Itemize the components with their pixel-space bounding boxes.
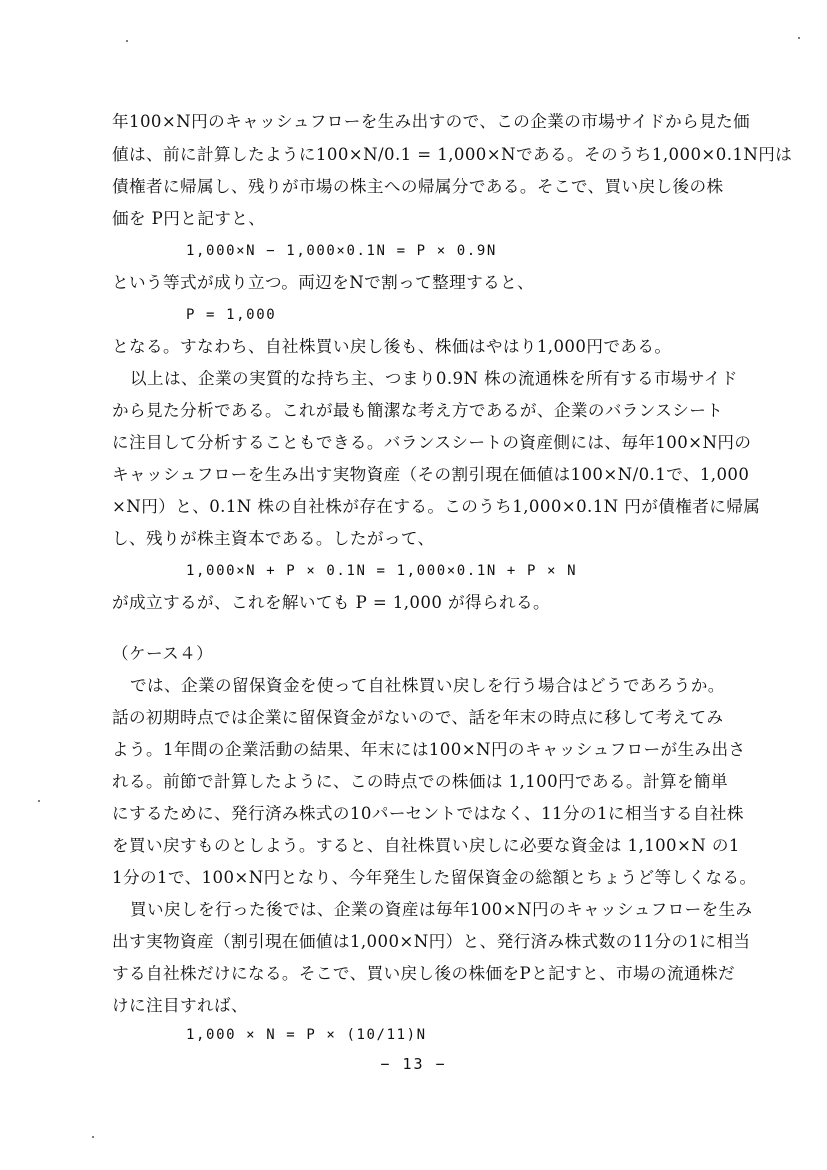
text-line: し、残りが株主資本である。したがって、 [112, 529, 435, 548]
text-line: から見た分析である。これが最も簡潔な考え方であるが、企業のバランスシート [112, 401, 724, 420]
text-line: けに注目すれば、 [112, 996, 248, 1015]
text-line: という等式が成り立つ。両辺をNで割って整理すると、 [112, 273, 535, 292]
text-line: 年100×N円のキャッシュフローを生み出すので、この企業の市場サイドから見た価 [112, 112, 751, 131]
text-line: する自社株だけになる。そこで、買い戻し後の株価をPと記すと、市場の流通株だ [112, 964, 736, 983]
text-line: 出す実物資産（割引現在価値は1,000×N円）と、発行済み株式数の11分の1に相当 [112, 932, 751, 951]
scan-speck [92, 1136, 94, 1138]
section-heading: （ケース４） [112, 644, 214, 663]
text-line: よう。1年間の企業活動の結果、年末には100×N円のキャッシュフローが生み出さ [112, 740, 746, 759]
text-line: が成立するが、これを解いても P = 1,000 が得られる。 [112, 593, 550, 612]
equation: P = 1,000 [186, 307, 277, 323]
page-number: − 13 − [380, 1055, 447, 1073]
text-line: 値は、前に計算したように100×N/0.1 = 1,000×Nである。そのうち1,000×0.1N円は [112, 145, 793, 164]
text-line: 買い戻しを行った後では、企業の資産は毎年100×N円のキャッシュフローを生み [130, 900, 753, 919]
text-line: キャッシュフローを生み出す実物資産（その割引現在価値は100×N/0.1で、1,000 [112, 465, 750, 484]
text-line: を買い戻すものとしよう。すると、自社株買い戻しに必要な資金は 1,100×N の1 [112, 836, 740, 855]
text-line: れる。前節で計算したように、この時点での株価は 1,100円である。計算を簡単 [112, 772, 728, 791]
scan-speck [38, 800, 40, 802]
scan-speck [798, 37, 800, 39]
equation: 1,000×N − 1,000×0.1N = P × 0.9N [186, 243, 497, 259]
text-line: 債権者に帰属し、残りが市場の株主への帰属分である。そこで、買い戻し後の株 [112, 177, 724, 196]
text-line: にするために、発行済み株式の10パーセントではなく、11分の1に相当する自社株 [112, 804, 744, 823]
text-line: では、企業の留保資金を使って自社株買い戻しを行う場合はどうであろうか。 [130, 676, 725, 695]
text-line: 話の初期時点では企業に留保資金がないので、話を年末の時点に移して考えてみ [112, 708, 724, 727]
text-line: 以上は、企業の実質的な持ち主、つまり0.9N 株の流通株を所有する市場サイド [130, 369, 738, 388]
text-line: に注目して分析することもできる。バランスシートの資産側には、毎年100×N円の [112, 433, 752, 452]
text-line: 価を P円と記すと、 [112, 209, 266, 228]
equation: 1,000×N + P × 0.1N = 1,000×0.1N + P × N [186, 563, 578, 579]
text-line: ×N円）と、0.1N 株の自社株が存在する。このうち1,000×0.1N 円が債権者に帰属 [112, 497, 761, 516]
text-line: となる。すなわち、自社株買い戻し後も、株価はやはり1,000円である。 [112, 337, 672, 356]
scan-speck [126, 40, 128, 42]
equation: 1,000 × N = P × (10/11)N [186, 1027, 427, 1043]
text-line: 1分の1で、100×N円となり、今年発生した留保資金の総額とちょうど等しくなる。 [112, 868, 757, 887]
